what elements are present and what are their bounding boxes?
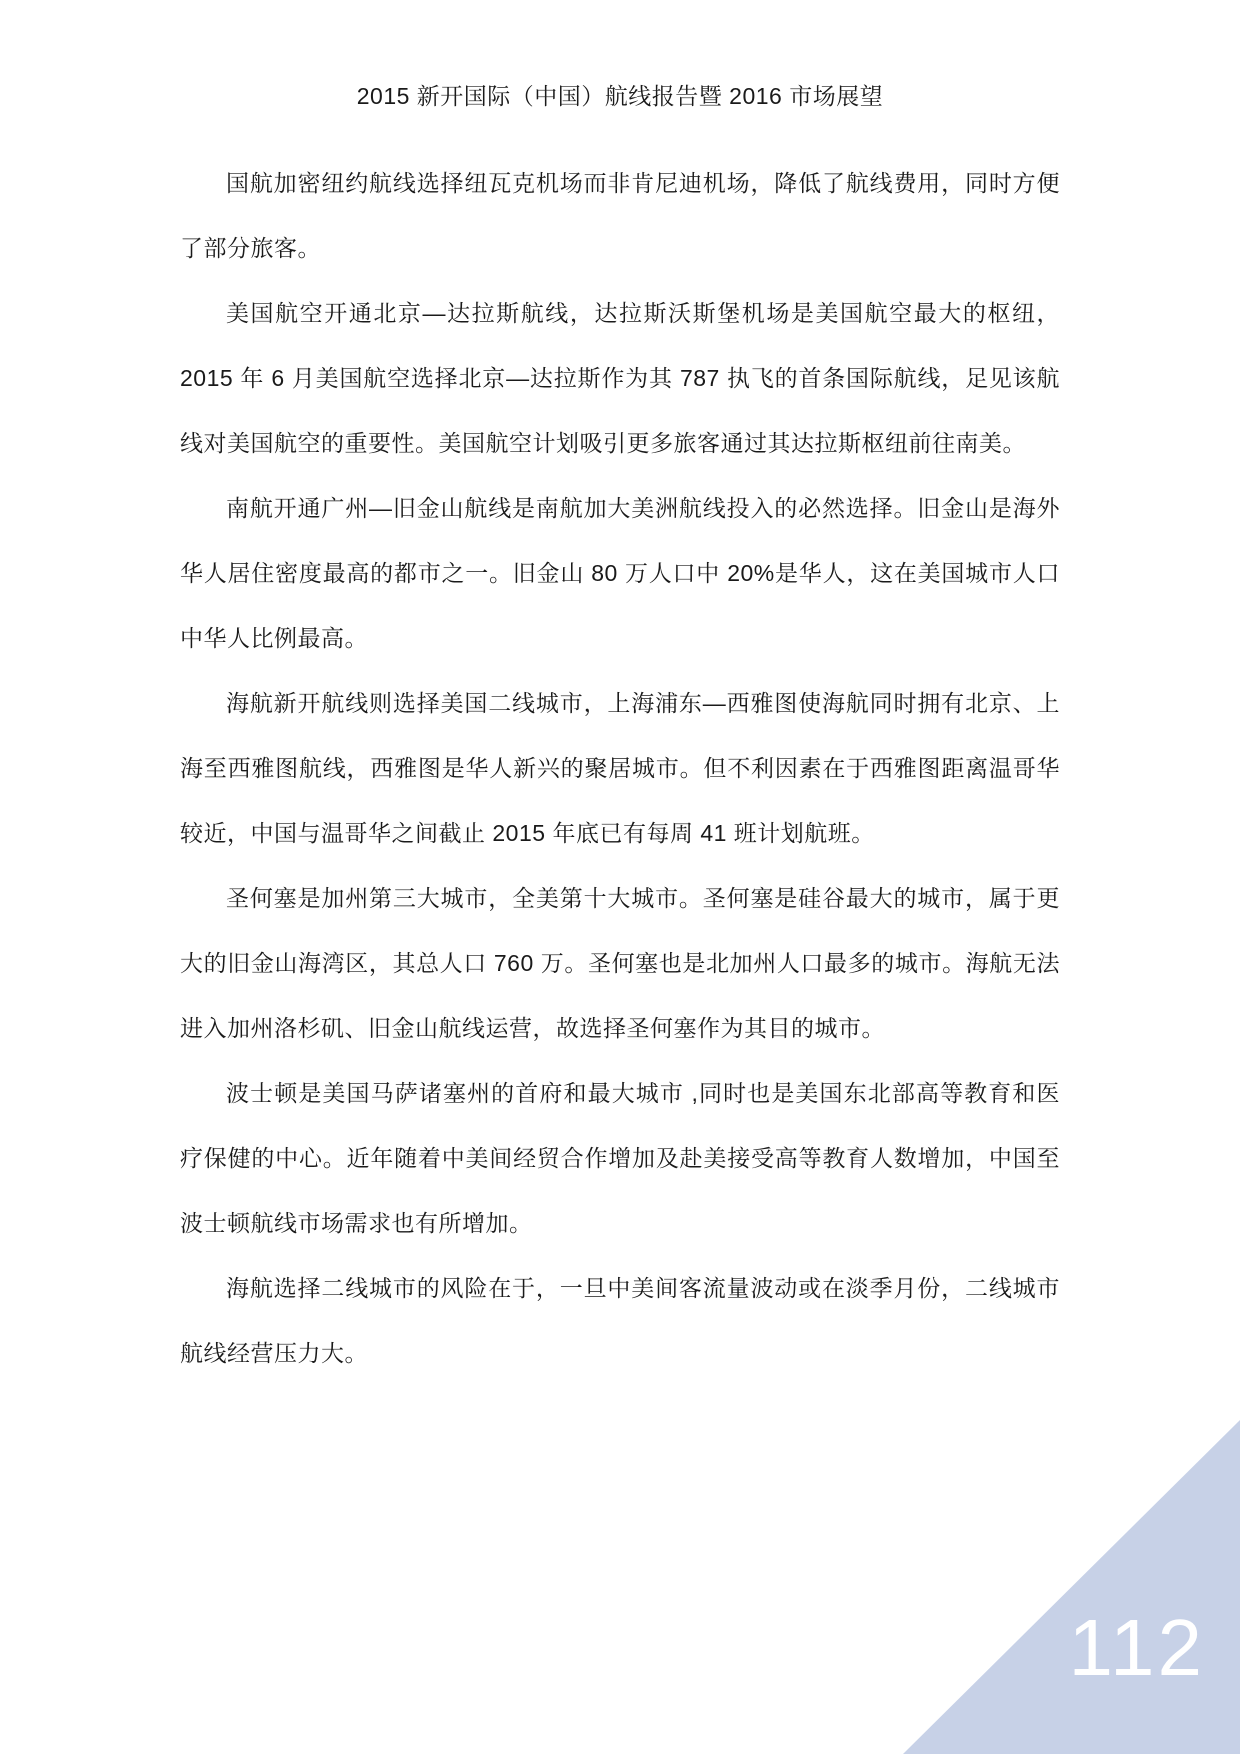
- paragraph: 南航开通广州—旧金山航线是南航加大美洲航线投入的必然选择。旧金山是海外华人居住密度最高的都市之一。旧金山 80 万人口中 20%是华人，这在美国城市人口中华人比例最高。: [180, 495, 1060, 651]
- page-number: 112: [1068, 1603, 1205, 1692]
- paragraph: 海航新开航线则选择美国二线城市，上海浦东—西雅图使海航同时拥有北京、上海至西雅图航线，西雅图是华人新兴的聚居城市。但不利因素在于西雅图距离温哥华较近，中国与温哥华之间截止 2015 年底已有每周 41 班计划航班。: [180, 690, 1060, 846]
- triangle-shape: [903, 1420, 1240, 1754]
- paragraph: 圣何塞是加州第三大城市，全美第十大城市。圣何塞是硅谷最大的城市，属于更大的旧金山海湾区，其总人口 760 万。圣何塞也是北加州人口最多的城市。海航无法进入加州洛杉矶、旧金山航线运营，故选择圣何塞作为其目的城市。: [180, 885, 1060, 1041]
- page-title: 2015 新开国际（中国）航线报告暨 2016 市场展望: [356, 83, 884, 109]
- paragraph: 波士顿是美国马萨诸塞州的首府和最大城市 ,同时也是美国东北部高等教育和医疗保健的中心。近年随着中美间经贸合作增加及赴美接受高等教育人数增加，中国至波士顿航线市场需求也有所增加。: [180, 1080, 1060, 1236]
- corner-triangle-decoration: [903, 1420, 1240, 1754]
- paragraph: 美国航空开通北京—达拉斯航线，达拉斯沃斯堡机场是美国航空最大的枢纽，2015 年 6 月美国航空选择北京—达拉斯作为其 787 执飞的首条国际航线，足见该航线对美国航空的重要性。美国航空计划吸引更多旅客通过其达拉斯枢纽前往南美。: [180, 300, 1060, 456]
- paragraph: 海航选择二线城市的风险在于，一旦中美间客流量波动或在淡季月份，二线城市航线经营压力大。: [180, 1275, 1060, 1366]
- paragraph: 国航加密纽约航线选择纽瓦克机场而非肯尼迪机场，降低了航线费用，同时方便了部分旅客。: [180, 170, 1060, 261]
